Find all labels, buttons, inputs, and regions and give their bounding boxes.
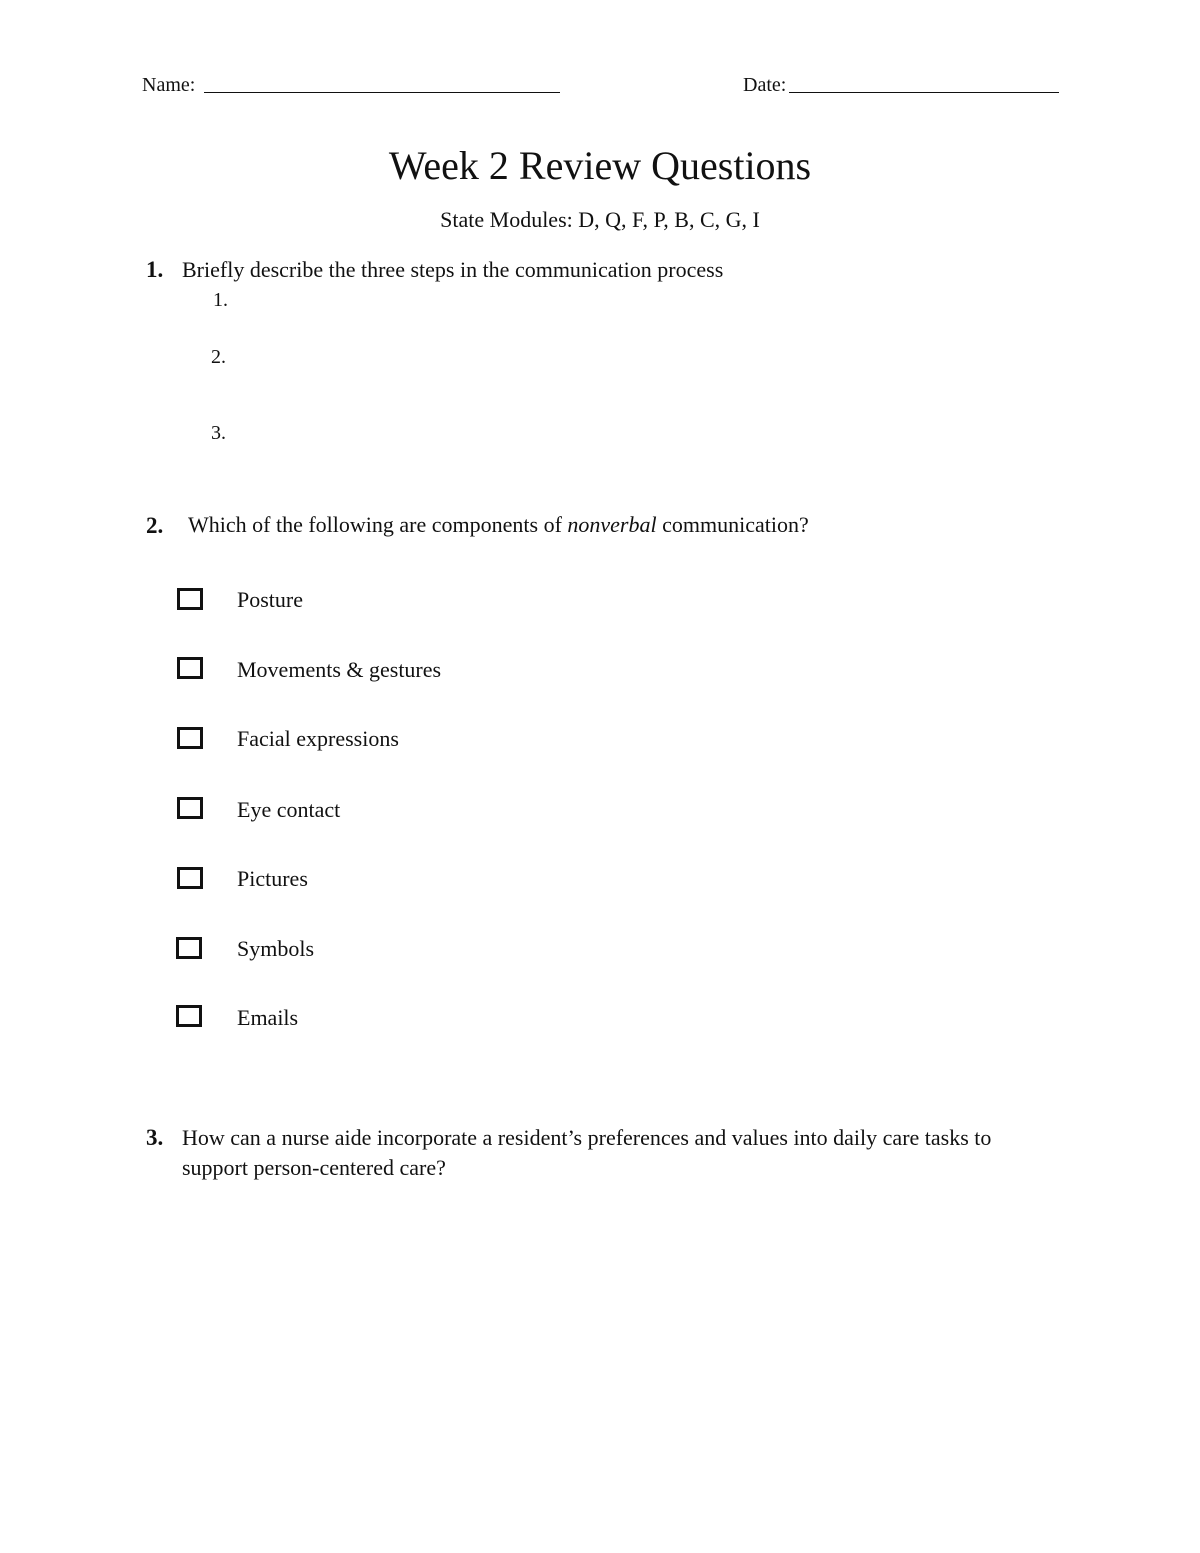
checkbox-eye-contact[interactable] [177,797,203,819]
page-subtitle: State Modules: D, Q, F, P, B, C, G, I [440,207,760,232]
name-label: Name: [142,74,196,96]
option-label-eye-contact: Eye contact [237,797,341,822]
checkbox-facial-expressions[interactable] [177,727,203,749]
question-1-step-3-number: 3. [211,422,226,444]
checkbox-movements-gestures[interactable] [177,657,203,679]
question-2-text [188,514,809,536]
question-2-text-after: communication? [656,512,809,537]
question-1-step-2-number: 2. [211,346,226,368]
option-label-movements-gestures: Movements & gestures [237,657,442,682]
question-3-number: 3. [146,1125,164,1150]
question-1-text: Briefly describe the three steps in the communication process [182,257,724,282]
question-2-text-emphasis: nonverbal [567,512,657,537]
option-label-pictures: Pictures [237,866,308,891]
date-label: Date: [743,74,787,96]
page-title: Week 2 Review Questions [388,143,812,188]
name-field[interactable] [204,92,560,93]
question-1-step-1-number: 1. [213,289,228,311]
checkbox-posture[interactable] [177,588,203,610]
question-3-text: How can a nurse aide incorporate a resident’s preferences and values into daily care tasks to support person-centered care? [182,1125,992,1180]
question-2-text-before: Which of the following are components of [188,512,568,537]
checkbox-emails[interactable] [176,1005,202,1027]
option-label-symbols: Symbols [237,936,315,961]
option-label-posture: Posture [237,587,303,612]
question-1-number: 1. [146,257,164,282]
checkbox-pictures[interactable] [177,867,203,889]
option-label-emails: Emails [237,1005,299,1030]
date-field[interactable] [789,92,1059,93]
checkbox-symbols[interactable] [176,937,202,959]
option-label-facial-expressions: Facial expressions [237,726,399,751]
question-2-number: 2. [146,513,164,538]
